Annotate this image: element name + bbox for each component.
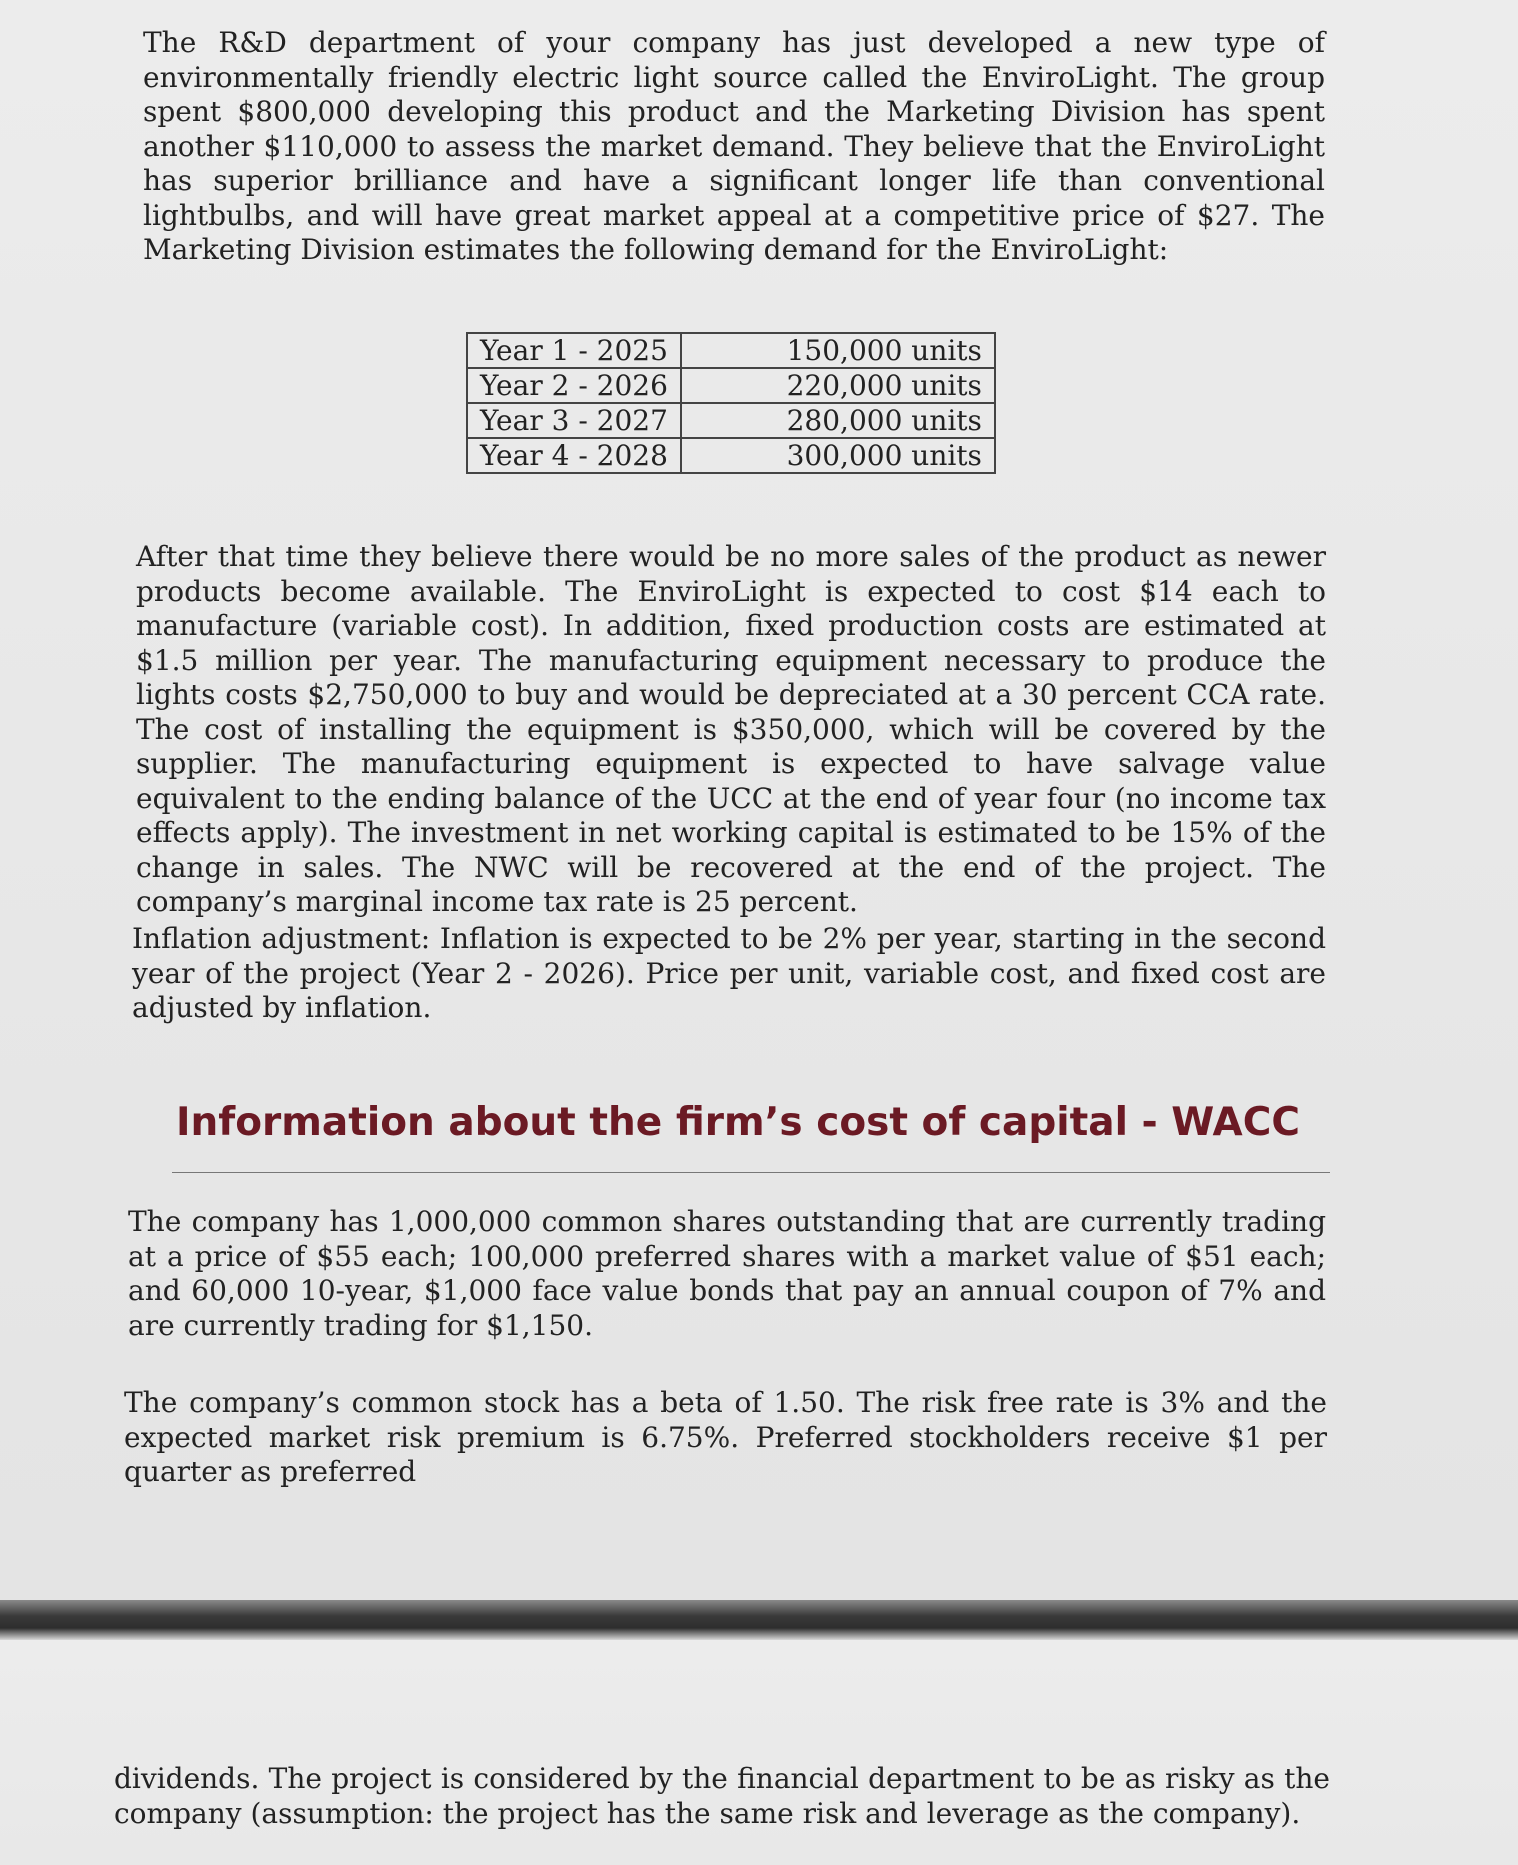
year-cell: Year 4 - 2028: [467, 438, 681, 473]
intro-paragraph: The R&D department of your company has just developed a new type of environmentally friendly electric light source called the EnviroLight. The group spent $800,000 developing this product and the Marketing Division has spent another $110,000 to assess the market demand. They believe that the EnviroLight has superior brilliance and have a significant longer life than conventional lightbulbs, and will have great market appeal at a competitive price of $27. The Marketing Division estimates the following demand for the EnviroLight:: [143, 26, 1325, 266]
units-cell: 150,000 units: [681, 333, 995, 368]
page-break-gap: [0, 1600, 1518, 1640]
year-cell: Year 1 - 2025: [467, 333, 681, 368]
after-paragraph: After that time they believe there would be no more sales of the product as newer products become available. The EnviroLight is expected to cost $14 each to manufacture (variable cost). In addition, fixed production costs are estimated at $1.5 million per year. The manufacturing equipment necessary to produce the lights costs $2,750,000 to buy and would be depreciated at a 30 percent CCA rate. The cost of installing the equipment is $350,000, which will be covered by the supplier. The manufacturing equipment is expected to have salvage value equivalent to the ending balance of the UCC at the end of year four (no income tax effects apply). The investment in net working capital is estimated to be 15% of the change in sales. The NWC will be recovered at the end of the project. The company’s marginal income tax rate is 25 percent.: [136, 540, 1326, 918]
table-row: [467, 368, 995, 403]
inflation-paragraph: Inflation adjustment: Inflation is expected to be 2% per year, starting in the second year of the project (Year 2 - 2026). Price per unit, variable cost, and fixed cost are adjusted by inflation.: [132, 922, 1326, 1024]
document-page-bottom: [0, 1640, 1518, 1865]
year-cell: Year 2 - 2026: [467, 368, 681, 403]
table-row: [467, 403, 995, 438]
year-cell: Year 3 - 2027: [467, 403, 681, 438]
heading-divider: [172, 1172, 1330, 1173]
section-heading: Information about the firm’s cost of capital - WACC: [176, 1100, 1300, 1145]
table-row: [467, 333, 995, 368]
units-cell: 280,000 units: [681, 403, 995, 438]
demand-table: [466, 332, 996, 474]
beta-paragraph: The company’s common stock has a beta of 1.50. The risk free rate is 3% and the expected market risk premium is 6.75%. Preferred stockholders receive $1 per quarter as preferred: [124, 1386, 1327, 1488]
units-cell: 300,000 units: [681, 438, 995, 473]
units-cell: 220,000 units: [681, 368, 995, 403]
shares-paragraph: The company has 1,000,000 common shares outstanding that are currently trading at a price of $55 each; 100,000 preferred shares with a market value of $51 each; and 60,000 10-year, $1,000 face value bonds that pay an annual coupon of 7% and are currently trading for $1,150.: [128, 1205, 1326, 1342]
table-row: [467, 438, 995, 473]
dividends-paragraph: dividends. The project is considered by the financial department to be as risky as the company (assumption: the project has the same risk and leverage as the company).: [114, 1762, 1330, 1830]
